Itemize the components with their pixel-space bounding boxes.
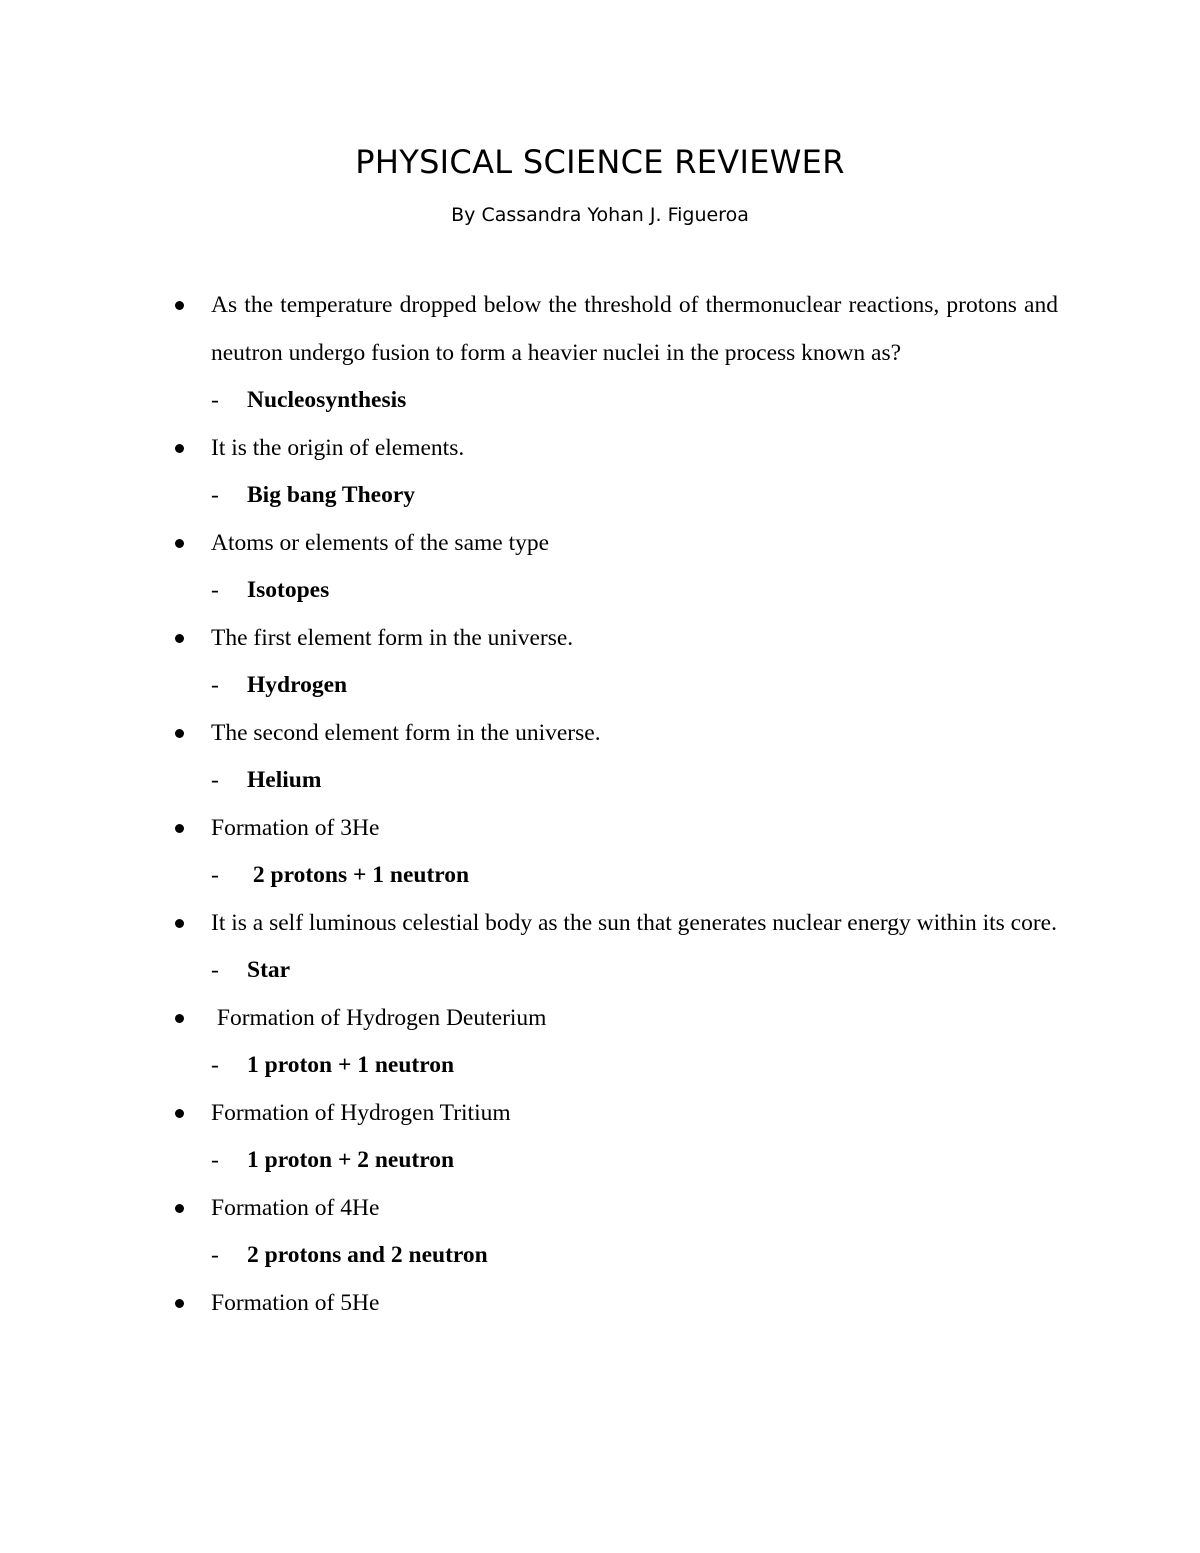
page-title: PHYSICAL SCIENCE REVIEWER (355, 143, 845, 181)
bullet-icon (175, 1299, 184, 1308)
question-text: As the temperature dropped below the threshold of thermonuclear reactions, protons and neutron undergo fusion to form a heavier nuclei in the process known as? (211, 292, 1058, 366)
dash-marker: - (211, 767, 219, 793)
answer-line (211, 1042, 1200, 1090)
question-text: Formation of Hydrogen Deuterium (211, 1004, 547, 1031)
list-item (0, 282, 1200, 425)
question-text: It is a self luminous celestial body as the sun that generates nuclear energy within its core. (211, 909, 1057, 936)
dash-marker: - (211, 862, 219, 888)
answer-text: Star (247, 957, 291, 983)
dash-marker: - (211, 387, 219, 413)
answer-text: Isotopes (247, 577, 330, 603)
list-item (0, 900, 1200, 995)
question-text: The second element form in the universe. (211, 719, 601, 746)
answer-line (211, 472, 1200, 520)
list-item (0, 1280, 1200, 1328)
answer-line (211, 757, 1200, 805)
bullet-icon (175, 729, 184, 738)
author-line: By Cassandra Yohan J. Figueroa (451, 204, 749, 226)
question-text: The first element form in the universe. (211, 624, 574, 651)
list-item (0, 520, 1200, 615)
bullet-icon (175, 824, 184, 833)
list-item (0, 805, 1200, 900)
question-text: Atoms or elements of the same type (211, 529, 550, 556)
question-text: Formation of 4He (211, 1194, 380, 1221)
answer-text: Big bang Theory (247, 482, 416, 508)
answer-line (211, 377, 1200, 425)
answer-line (211, 662, 1200, 710)
dash-marker: - (211, 957, 219, 983)
bullet-icon (175, 539, 184, 548)
bullet-icon (175, 1204, 184, 1213)
answer-text: Helium (247, 767, 322, 793)
answer-line (211, 1232, 1200, 1280)
bullet-icon (175, 1109, 184, 1118)
dash-marker: - (211, 672, 219, 698)
answer-text: 2 protons and 2 neutron (247, 1242, 488, 1268)
answer-line (211, 852, 1200, 900)
list-item (0, 425, 1200, 520)
answer-text: Nucleosynthesis (247, 387, 407, 413)
dash-marker: - (211, 1147, 219, 1173)
list-item (0, 615, 1200, 710)
dash-marker: - (211, 577, 219, 603)
answer-line (211, 567, 1200, 615)
answer-line (211, 947, 1200, 995)
bullet-icon (175, 919, 184, 928)
answer-text: 1 proton + 1 neutron (247, 1052, 455, 1078)
question-list (0, 282, 1200, 1327)
dash-marker: - (211, 1052, 219, 1078)
bullet-icon (175, 301, 184, 310)
list-item (0, 995, 1200, 1090)
answer-text: Hydrogen (247, 672, 348, 698)
question-text: Formation of 3He (211, 814, 380, 841)
list-item (0, 710, 1200, 805)
answer-line (211, 1137, 1200, 1185)
question-text: It is the origin of elements. (211, 434, 465, 461)
dash-marker: - (211, 482, 219, 508)
answer-text: 1 proton + 2 neutron (247, 1147, 455, 1173)
bullet-icon (175, 634, 184, 643)
list-item (0, 1090, 1200, 1185)
question-text: Formation of 5He (211, 1289, 380, 1316)
bullet-icon (175, 444, 184, 453)
question-text: Formation of Hydrogen Tritium (211, 1099, 511, 1126)
dash-marker: - (211, 1242, 219, 1268)
bullet-icon (175, 1014, 184, 1023)
list-item (0, 1185, 1200, 1280)
answer-text: 2 protons + 1 neutron (247, 862, 470, 888)
